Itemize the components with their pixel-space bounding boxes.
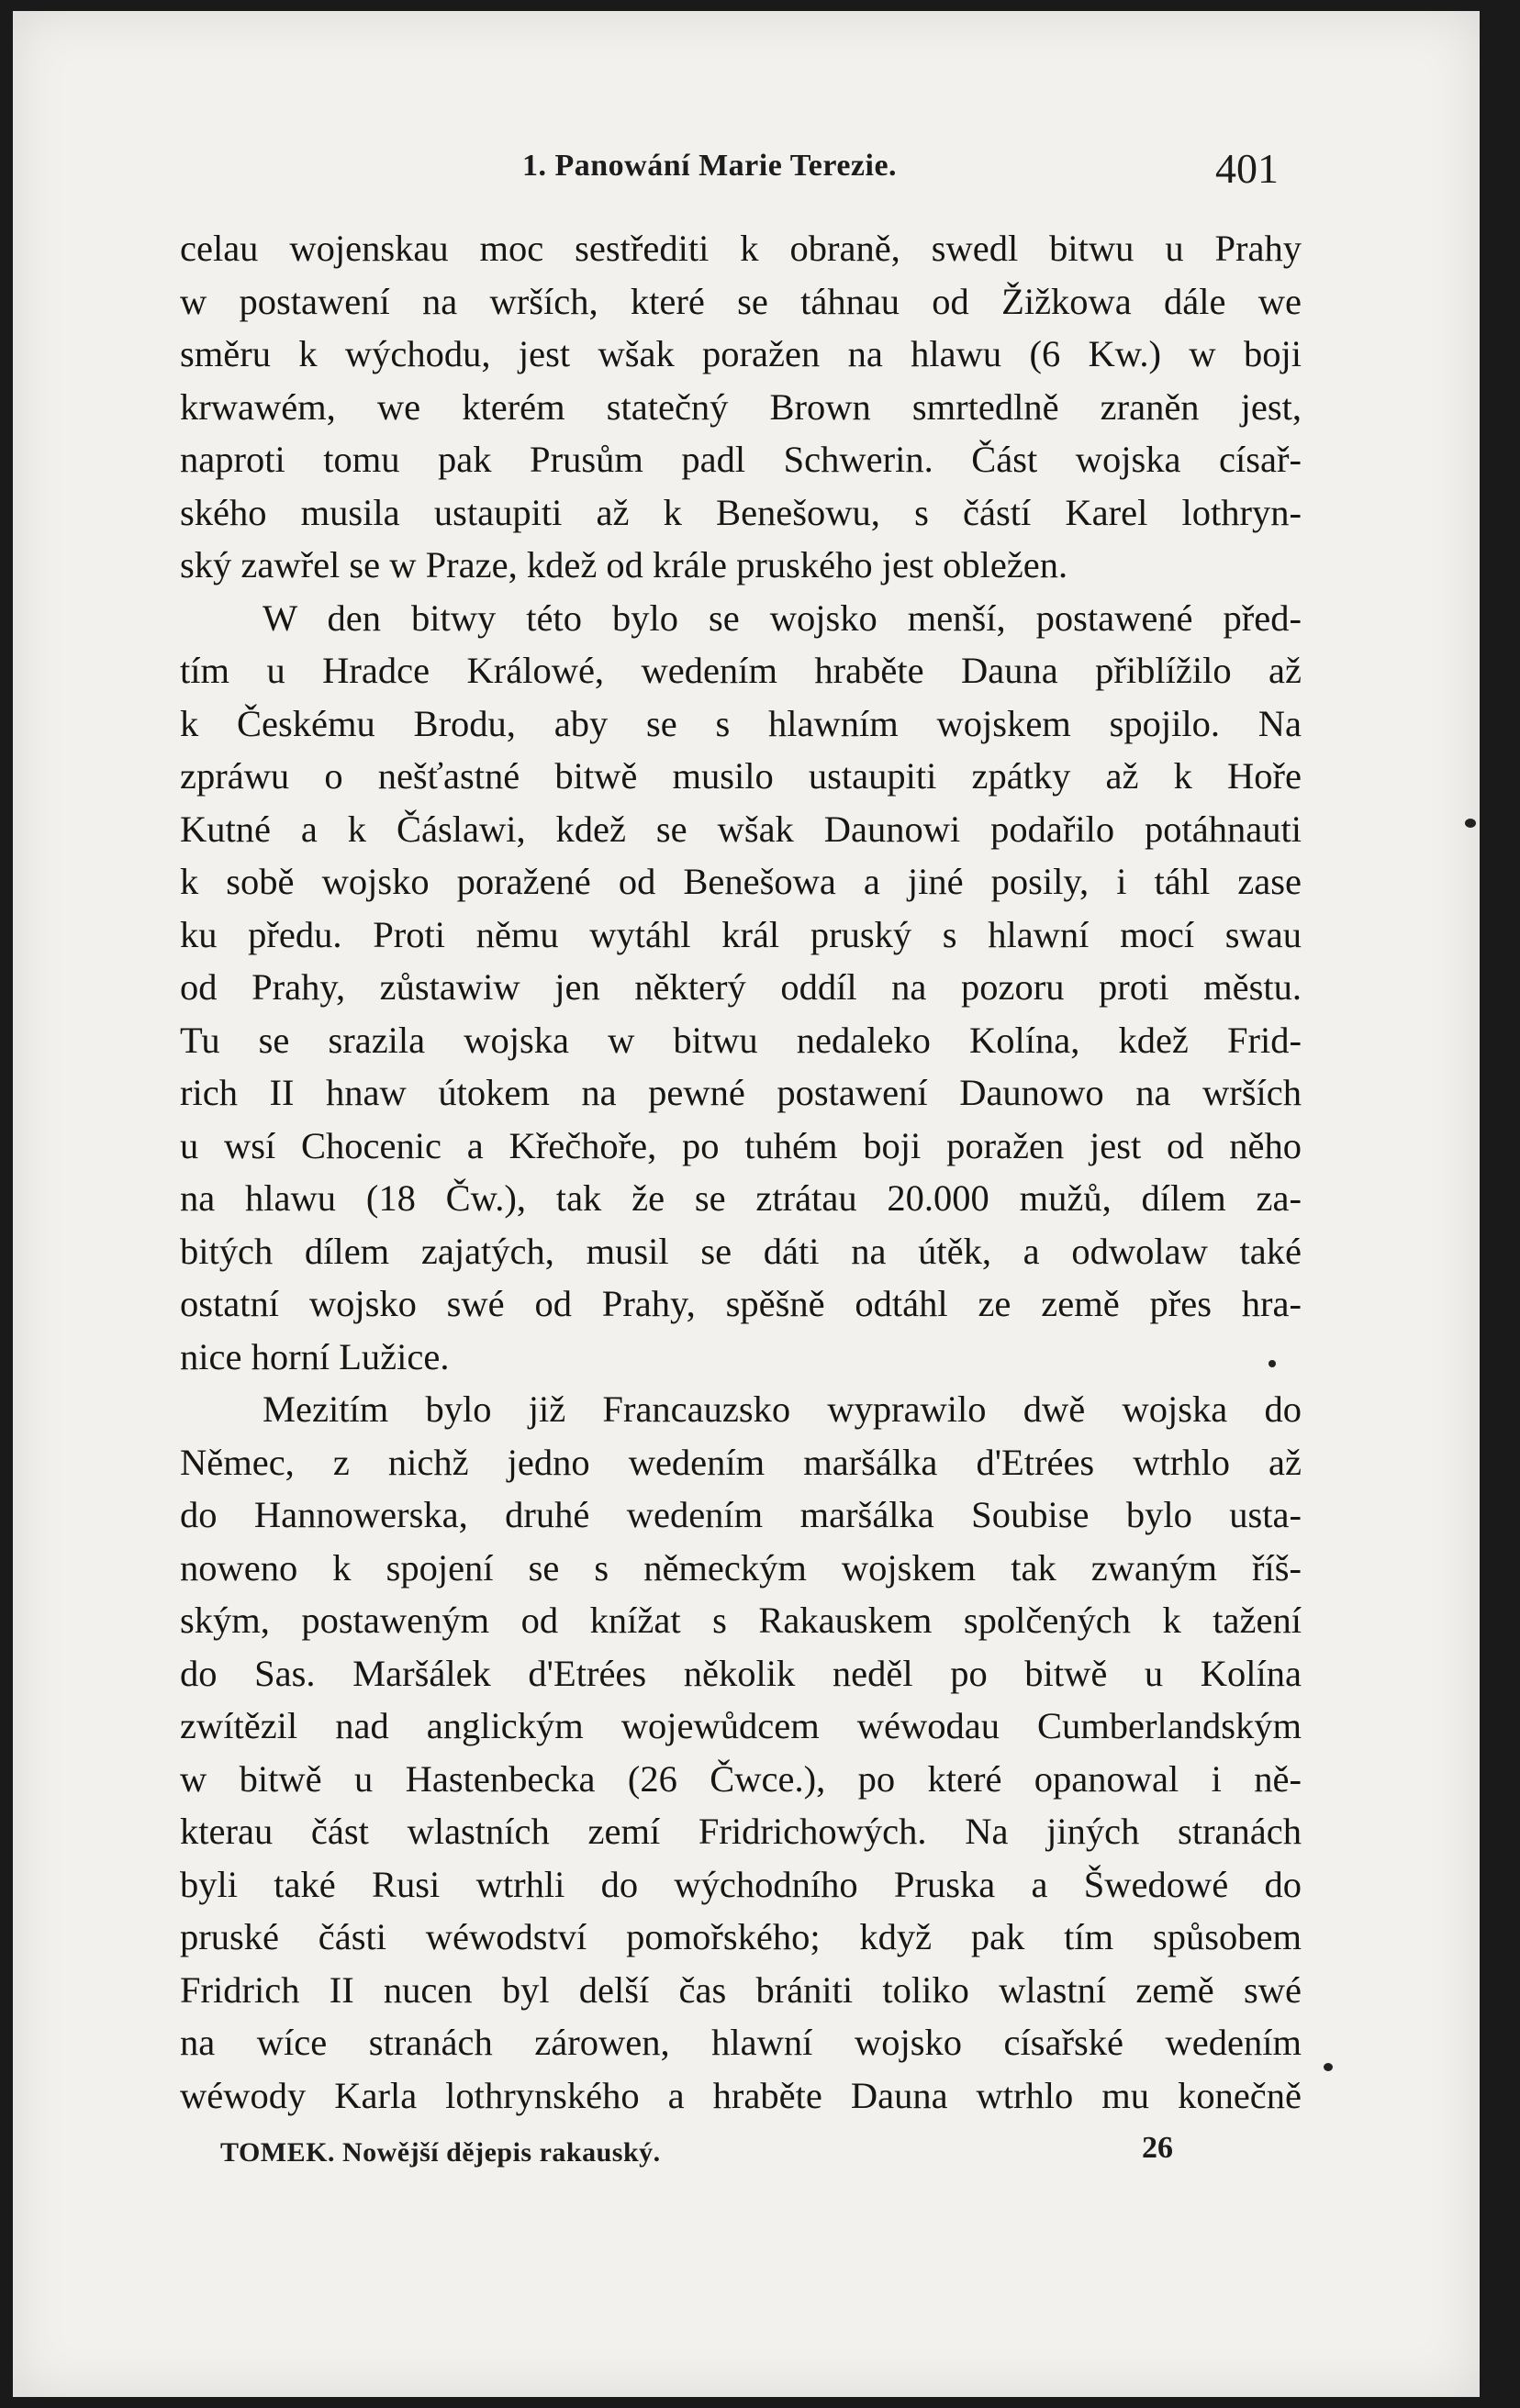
text-line: ostatní wojsko swé od Prahy, spěšně odtáhl ze země přes hra- — [180, 1283, 1302, 1324]
text-line: ského musila ustaupiti až k Benešowu, s částí Karel lothryn- — [180, 491, 1302, 533]
text-line: do Sas. Maršálek d'Etrées několik neděl po bitwě u Kolína — [180, 1652, 1302, 1694]
text-line: w bitwě u Hastenbecka (26 Čwce.), po které opanowal i ně- — [180, 1757, 1302, 1800]
text-line: od Prahy, zůstawiw jen některý oddíl na pozoru proti městu. — [180, 966, 1302, 1008]
text-line: Němec, z nichž jedno wedením maršálka d'Etrées wtrhlo až — [180, 1441, 1302, 1483]
text-line: celau wojenskau moc sestřediti k obraně, swedl bitwu u Prahy — [180, 228, 1302, 269]
text-line: zpráwu o nešťastné bitwě musilo ustaupiti zpátky až k Hoře — [180, 755, 1302, 797]
text-line: ským, postaweným od knížat s Rakauskem spolčených k tažení — [180, 1600, 1302, 1641]
text-line: směru k wýchodu, jest wšak poražen na hlawu (6 Kw.) w boji — [180, 333, 1302, 374]
text-line: k sobě wojsko poražené od Benešowa a jiné posily, i táhl zase — [180, 861, 1302, 902]
text-line: nice horní Lužice. — [180, 1335, 450, 1377]
text-line: noweno k spojení se s německým wojskem tak zwaným říš- — [180, 1546, 1302, 1589]
page-number: 401 — [1215, 145, 1279, 192]
text-line: naproti tomu pak Prusům padl Schwerin. Část wojska císař- — [180, 439, 1302, 480]
text-line: kterau část wlastních zemí Fridrichowých. Na jiných stranách — [180, 1811, 1302, 1852]
running-head: 1. Panowání Marie Terezie. — [522, 149, 898, 183]
text-line: krwawém, we kterém statečný Brown smrtedlně zraněn jest, — [180, 385, 1302, 428]
text-line: do Hannowerska, druhé wedením maršálka Soubise bylo usta- — [180, 1494, 1302, 1535]
text-line: na hlawu (18 Čw.), tak že se ztrátau 20.000 mužů, dílem za- — [180, 1177, 1302, 1219]
text-line: tím u Hradce Králowé, wedením hraběte Dauna přiblížilo až — [180, 650, 1302, 691]
text-line: zwítězil nad anglickým wojewůdcem wéwodau Cumberlandským — [180, 1705, 1302, 1746]
book-page — [13, 11, 1480, 2397]
text-line: Fridrich II nucen byl delší čas brániti toliko wlastní země swé — [180, 1968, 1302, 2011]
text-line: ský zawřel se w Praze, kdež od krále pruského jest obležen. — [180, 544, 1068, 585]
scan-speck — [1465, 819, 1476, 828]
text-line: w postawení na wrších, které se táhnau od Žižkowa dále we — [180, 280, 1302, 322]
text-line: wéwody Karla lothrynského a hraběte Dauna wtrhlo mu konečně — [180, 2074, 1302, 2116]
scan-speck — [1324, 2063, 1333, 2071]
text-line: byli také Rusi wtrhli do wýchodního Pruska a Šwedowé do — [180, 1863, 1302, 1905]
text-line: Tu se srazila wojska w bitwu nedaleko Kolína, kdež Frid- — [180, 1019, 1302, 1061]
text-line: u wsí Chocenic a Křečhoře, po tuhém boji poražen jest od něho — [180, 1124, 1302, 1166]
footer-signature: TOMEK. Nowější dějepis rakauský. — [220, 2137, 661, 2168]
paragraph-start-line: Mezitím bylo již Francauzsko wyprawilo dwě wojska do — [263, 1388, 1302, 1430]
text-line: Kutné a k Čáslawi, kdež se wšak Daunowi podařilo potáhnauti — [180, 808, 1302, 850]
text-line: ku předu. Proti němu wytáhl král pruský s hlawní mocí swau — [180, 913, 1302, 955]
text-line: na wíce stranách zárowen, hlawní wojsko císařské wedením — [180, 2022, 1302, 2063]
text-line: k Českému Brodu, aby se s hlawním wojskem spojilo. Na — [180, 702, 1302, 744]
body-text — [180, 222, 1302, 2122]
text-line: rich II hnaw útokem na pewné postawení Daunowo na wrších — [180, 1072, 1302, 1113]
scan-speck — [1269, 1360, 1276, 1367]
text-line: bitých dílem zajatých, musil se dáti na útěk, a odwolaw také — [180, 1230, 1302, 1272]
sheet-number: 26 — [1142, 2131, 1173, 2165]
paragraph-start-line: W den bitwy této bylo se wojsko menší, postawené před- — [263, 596, 1302, 639]
text-line: pruské části wéwodství pomořského; když pak tím spůsobem — [180, 1916, 1302, 1957]
